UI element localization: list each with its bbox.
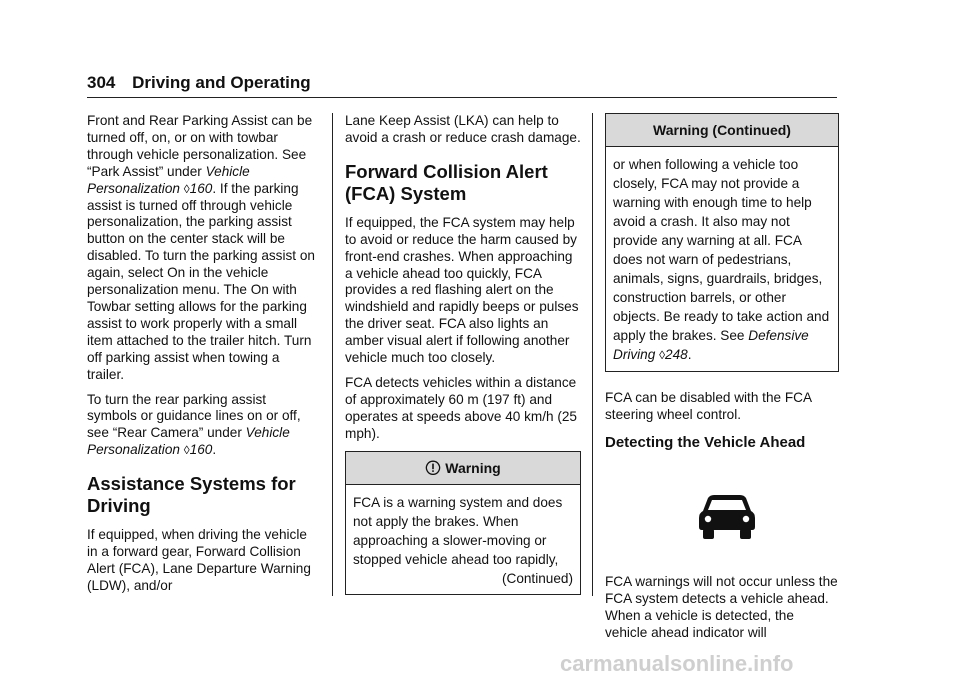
column-3 [605,113,839,649]
warning-icon [425,460,441,475]
warning-title: Warning [445,459,501,476]
column-1 [87,113,317,603]
text: To turn the rear parking assist symbols or guidance lines on or off, see “Rear Camera” under [87,391,301,441]
page-ref-arrow-icon: ◊ [183,181,190,196]
cross-reference-link[interactable]: Vehicle Personalization [87,163,250,196]
page-reference[interactable]: 248 [665,347,688,362]
page-ref-arrow-icon: ◊ [659,348,666,362]
warning-text [613,155,831,365]
warning-text: FCA is a warning system and does not apply the brakes. When approaching a slower-moving or stopped vehicle ahead too rapidly, [353,494,563,567]
section-title: Driving and Operating [132,73,311,92]
warning-header: Warning (Continued) [606,114,838,147]
text: Front and Rear Parking Assist can be turned off, on, or on with towbar through vehicle personalization. See “Park Assist” under [87,113,313,179]
paragraph: FCA warnings will not occur unless the FCA system detects a vehicle ahead. When a vehicle is detected, the vehicle ahead indicator will [605,573,838,640]
text: . [212,442,217,458]
page-ref-arrow-icon: ◊ [183,443,190,458]
subsection-heading: Detecting the Vehicle Ahead [605,433,806,451]
cross-reference-link[interactable]: Defensive Driving [613,328,809,362]
warning-box-continued [605,113,839,372]
page-header [87,72,837,94]
watermark: carmanualsonline.info [560,651,794,676]
warning-body [346,485,580,594]
header-rule [87,97,837,98]
paragraph [87,392,317,460]
text: or when following a vehicle too closely, FCA may not provide a warning with enough time to help avoid a crash. It also may not provide any warning at all. FCA does not warn of pedestrians, animals, signs, guardrails, bridges, construction barrels, or other objects. Be ready to take action and apply the brakes. See [613,157,830,343]
paragraph: FCA detects vehicles within a distance of approximately 60 m (197 ft) and operates at speeds above 40 km/h (25 mph). [345,374,577,441]
paragraph: Lane Keep Assist (LKA) can help to avoid a crash or reduce crash damage. [345,113,581,145]
page-reference[interactable]: 160 [189,180,213,196]
section-heading: Assistance Systems for Driving [87,473,296,517]
column-divider-1 [332,113,333,596]
page-reference[interactable]: 160 [189,442,213,458]
warning-header [346,452,580,485]
column-2 [345,113,581,605]
paragraph: If equipped, when driving the vehicle in a forward gear, Forward Collision Alert (FCA), Lane Departure Warning (LDW), and/or [87,527,311,593]
paragraph [87,113,317,384]
cross-reference-link[interactable]: Vehicle Personalization [87,425,290,458]
vehicle-ahead-icon [698,494,756,540]
text: . If the parking assist is turned off through vehicle personalization, the parking assist button on the center stack will be disabled. To turn the parking assist on again, select On in the vehicle personalization menu. The On with Towbar setting allows for the parking assist to work properly with a small item attached to the trailer hitch. Turn off parking assist when towing a trailer. [87,180,315,382]
page-number: 304 [87,73,116,92]
section-heading: Forward Collision Alert (FCA) System [345,160,548,204]
text: . [687,347,692,362]
warning-body [606,147,838,371]
paragraph: If equipped, the FCA system may help to avoid or reduce the harm caused by front-end crashes. When approaching a vehicle ahead too quickly, FCA provides a red flashing alert on the windshield and rapidly beeps or pulses the driver seat. FCA also lights an amber visual alert if following another vehicle much too closely. [345,214,579,366]
warning-box [345,451,581,595]
paragraph: FCA can be disabled with the FCA steering wheel control. [605,390,812,422]
column-divider-2 [592,113,593,596]
continued-label: (Continued) [501,570,573,586]
